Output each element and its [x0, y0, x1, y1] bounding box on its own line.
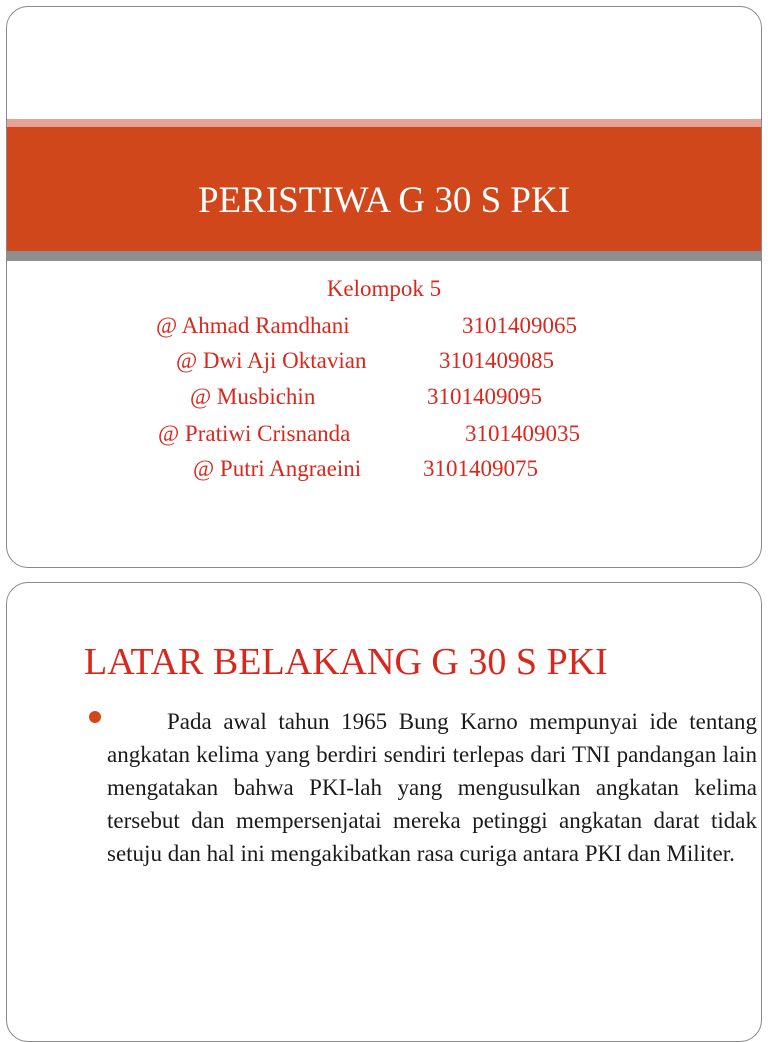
title-band-bottom-stripe	[7, 251, 761, 261]
group-label: Kelompok 5	[326, 276, 442, 301]
content-slide	[6, 582, 762, 1042]
body-paragraph: Pada awal tahun 1965 Bung Karno mempunyai ide tentang angkatan kelima yang berdiri sendiri terlepas dari TNI pandangan lain mengatakan bahwa PKI-lah yang mengusulkan angkatan kelima tersebut dan mempersenjatai mereka petinggi angkatan darat tidak setuju dan hal ini mengakibatkan rasa curiga antara PKI dan Militer.	[107, 709, 757, 866]
member-name: @ Putri Angraeini	[193, 456, 362, 481]
member-id: 3101409095	[427, 384, 542, 409]
slide-title: PERISTIWA G 30 S PKI	[197, 180, 571, 221]
title-band-top-stripe	[7, 119, 761, 127]
member-id: 3101409065	[462, 313, 577, 338]
title-slide	[6, 6, 762, 568]
member-id: 3101409035	[465, 421, 580, 446]
bullet-icon	[89, 711, 101, 723]
member-name: @ Dwi Aji Oktavian	[176, 348, 367, 373]
member-name: @ Ahmad Ramdhani	[156, 313, 350, 338]
member-id: 3101409085	[439, 348, 554, 373]
member-name: @ Pratiwi Crisnanda	[158, 421, 351, 446]
section-title: LATAR BELAKANG G 30 S PKI	[84, 641, 608, 683]
member-id: 3101409075	[423, 456, 538, 481]
member-name: @ Musbichin	[190, 384, 316, 409]
